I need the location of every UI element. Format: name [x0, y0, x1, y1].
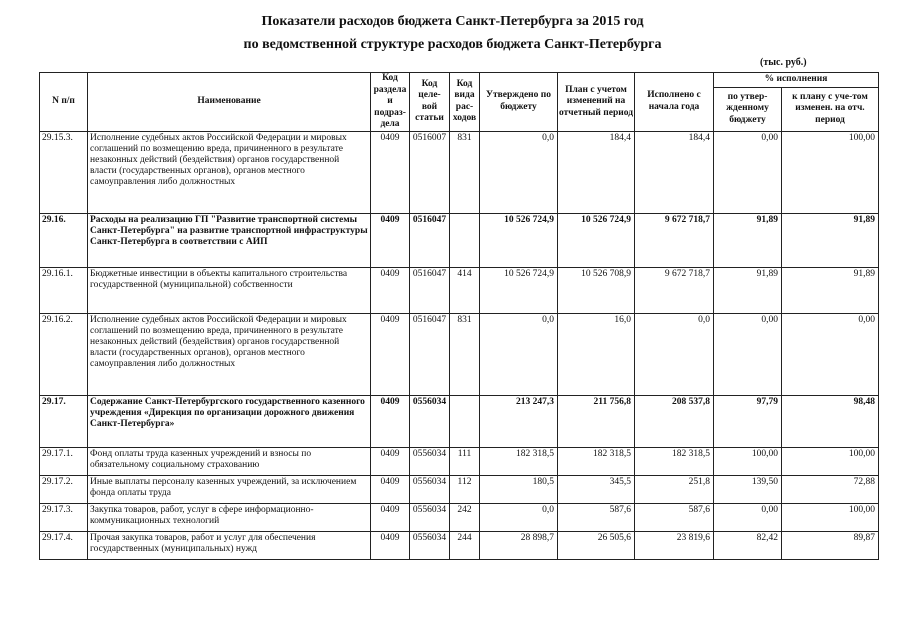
row-name: Прочая закупка товаров, работ и услуг для обеспечения государственных (муниципальных) нужд — [88, 531, 371, 559]
row-section-code: 0409 — [371, 531, 410, 559]
row-approved: 28 898,7 — [480, 531, 558, 559]
row-section-code: 0409 — [371, 213, 410, 267]
row-target-code: 0516047 — [410, 267, 450, 313]
row-section-code: 0409 — [371, 313, 410, 395]
row-pct-plan: 0,00 — [782, 313, 879, 395]
row-pct-approved: 0,00 — [714, 131, 782, 213]
row-name: Исполнение судебных актов Российской Федерации и мировых соглашений по возмещению вреда, причиненного в результате незаконных действий (бездействия) органов государственной власти (государственных органов), органов местного самоуправления либо должностных — [88, 131, 371, 213]
row-pct-approved: 139,50 — [714, 475, 782, 503]
row-num: 29.15.3. — [40, 131, 88, 213]
row-num: 29.16.2. — [40, 313, 88, 395]
table-row — [40, 475, 879, 503]
row-plan: 587,6 — [558, 503, 635, 531]
row-expense-code: 831 — [450, 131, 480, 213]
row-target-code: 0556034 — [410, 395, 450, 447]
row-num: 29.17. — [40, 395, 88, 447]
row-executed: 184,4 — [635, 131, 714, 213]
row-section-code: 0409 — [371, 267, 410, 313]
row-executed: 9 672 718,7 — [635, 213, 714, 267]
row-name: Закупка товаров, работ, услуг в сфере информационно-коммуникационных технологий — [88, 503, 371, 531]
row-target-code: 0556034 — [410, 503, 450, 531]
row-approved: 10 526 724,9 — [480, 213, 558, 267]
row-section-code: 0409 — [371, 475, 410, 503]
row-target-code: 0516007 — [410, 131, 450, 213]
row-num: 29.17.1. — [40, 447, 88, 475]
document-subtitle: по ведомственной структуре расходов бюджета Санкт-Петербурга — [243, 37, 662, 52]
row-pct-approved: 100,00 — [714, 447, 782, 475]
row-expense-code — [450, 213, 480, 267]
document-title: Показатели расходов бюджета Санкт-Петербурга за 2015 год — [261, 14, 644, 29]
row-executed: 587,6 — [635, 503, 714, 531]
row-expense-code: 414 — [450, 267, 480, 313]
row-approved: 10 526 724,9 — [480, 267, 558, 313]
row-executed: 251,8 — [635, 475, 714, 503]
table-row — [40, 531, 879, 559]
row-plan: 211 756,8 — [558, 395, 635, 447]
row-pct-plan: 100,00 — [782, 503, 879, 531]
header-pct-plan: к плану с уче-том изменен. на отч. период — [782, 87, 879, 131]
row-target-code: 0556034 — [410, 531, 450, 559]
row-approved: 0,0 — [480, 313, 558, 395]
row-plan: 26 505,6 — [558, 531, 635, 559]
table-row — [40, 447, 879, 475]
row-expense-code: 242 — [450, 503, 480, 531]
row-name: Иные выплаты персоналу казенных учреждений, за исключением фонда оплаты труда — [88, 475, 371, 503]
row-section-code: 0409 — [371, 503, 410, 531]
row-pct-plan: 91,89 — [782, 267, 879, 313]
row-pct-plan: 91,89 — [782, 213, 879, 267]
row-plan: 345,5 — [558, 475, 635, 503]
row-executed: 208 537,8 — [635, 395, 714, 447]
row-executed: 0,0 — [635, 313, 714, 395]
header-section-code: Код раздела и подраз-дела — [371, 73, 410, 132]
row-plan: 184,4 — [558, 131, 635, 213]
row-approved: 182 318,5 — [480, 447, 558, 475]
row-pct-approved: 91,89 — [714, 267, 782, 313]
budget-table — [39, 72, 879, 560]
row-target-code: 0516047 — [410, 213, 450, 267]
table-row — [40, 503, 879, 531]
row-expense-code — [450, 395, 480, 447]
header-plan: План с учетом изменений на отчетный период — [558, 73, 635, 132]
row-approved: 213 247,3 — [480, 395, 558, 447]
row-approved: 0,0 — [480, 503, 558, 531]
row-executed: 9 672 718,7 — [635, 267, 714, 313]
row-target-code: 0556034 — [410, 447, 450, 475]
row-executed: 182 318,5 — [635, 447, 714, 475]
header-target-code: Код целе-вой статьи — [410, 73, 450, 132]
row-expense-code: 111 — [450, 447, 480, 475]
table-row — [40, 313, 879, 395]
units-label: (тыс. руб.) — [760, 57, 807, 68]
row-pct-approved: 0,00 — [714, 313, 782, 395]
header-name: Наименование — [88, 73, 371, 132]
row-num: 29.17.3. — [40, 503, 88, 531]
row-name: Бюджетные инвестиции в объекты капитального строительства государственной (муниципальной) собственности — [88, 267, 371, 313]
row-name: Фонд оплаты труда казенных учреждений и взносы по обязательному социальному страхованию — [88, 447, 371, 475]
row-pct-approved: 0,00 — [714, 503, 782, 531]
row-approved: 0,0 — [480, 131, 558, 213]
row-pct-plan: 100,00 — [782, 131, 879, 213]
row-plan: 16,0 — [558, 313, 635, 395]
row-num: 29.16.1. — [40, 267, 88, 313]
table-row — [40, 213, 879, 267]
row-plan: 182 318,5 — [558, 447, 635, 475]
row-pct-plan: 98,48 — [782, 395, 879, 447]
row-name: Содержание Санкт-Петербургского государственного казенного учреждения «Дирекция по организации дорожного движения Санкт-Петербурга» — [88, 395, 371, 447]
row-pct-approved: 82,42 — [714, 531, 782, 559]
row-pct-plan: 89,87 — [782, 531, 879, 559]
row-name: Исполнение судебных актов Российской Федерации и мировых соглашений по возмещению вреда, причиненного в результате незаконных действий (бездействия) органов государственной власти (государственных органов), органов местного самоуправления либо должностных — [88, 313, 371, 395]
row-num: 29.17.2. — [40, 475, 88, 503]
table-row — [40, 395, 879, 447]
table-row — [40, 131, 879, 213]
header-num: N п/п — [40, 73, 88, 132]
row-executed: 23 819,6 — [635, 531, 714, 559]
row-pct-approved: 91,89 — [714, 213, 782, 267]
row-section-code: 0409 — [371, 395, 410, 447]
row-target-code: 0556034 — [410, 475, 450, 503]
row-pct-plan: 72,88 — [782, 475, 879, 503]
row-plan: 10 526 724,9 — [558, 213, 635, 267]
row-num: 29.16. — [40, 213, 88, 267]
header-executed: Исполнено с начала года — [635, 73, 714, 132]
header-pct-group: % исполнения — [714, 73, 879, 88]
row-expense-code: 244 — [450, 531, 480, 559]
row-plan: 10 526 708,9 — [558, 267, 635, 313]
table-row — [40, 267, 879, 313]
header-approved: Утверждено по бюджету — [480, 73, 558, 132]
row-expense-code: 831 — [450, 313, 480, 395]
header-expense-code: Код вида рас-ходов — [450, 73, 480, 132]
row-pct-plan: 100,00 — [782, 447, 879, 475]
row-pct-approved: 97,79 — [714, 395, 782, 447]
row-num: 29.17.4. — [40, 531, 88, 559]
row-approved: 180,5 — [480, 475, 558, 503]
header-pct-approved: по утвер-жденному бюджету — [714, 87, 782, 131]
row-name: Расходы на реализацию ГП "Развитие транспортной системы Санкт-Петербурга" на развитие транспортной инфраструктуры Санкт-Петербурга в соответствии с АИП — [88, 213, 371, 267]
row-section-code: 0409 — [371, 447, 410, 475]
row-section-code: 0409 — [371, 131, 410, 213]
row-target-code: 0516047 — [410, 313, 450, 395]
row-expense-code: 112 — [450, 475, 480, 503]
